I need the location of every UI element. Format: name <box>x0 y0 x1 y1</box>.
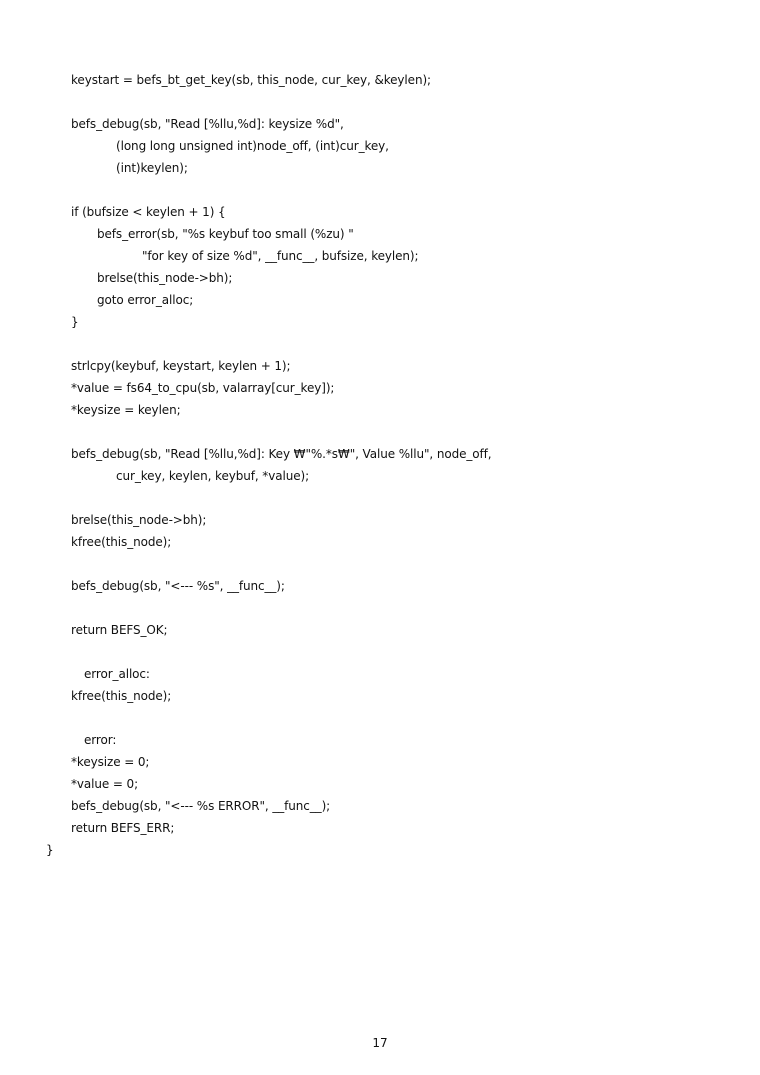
code-line: befs_error(sb, "%s keybuf too small (%zu) " <box>97 227 354 241</box>
code-line: *value = fs64_to_cpu(sb, valarray[cur_key]); <box>71 381 335 395</box>
code-line: error_alloc: <box>84 667 150 681</box>
code-line: *value = 0; <box>71 777 139 791</box>
code-line: befs_debug(sb, "Read [%llu,%d]: Key ₩"%.*s₩", Value %llu", node_off, <box>71 447 492 461</box>
code-line: (long long unsigned int)node_off, (int)cur_key, <box>116 139 389 153</box>
code-line: (int)keylen); <box>116 161 188 175</box>
code-line: "for key of size %d", __func__, bufsize, keylen); <box>142 249 419 263</box>
code-line: befs_debug(sb, "<--- %s", __func__); <box>71 579 285 593</box>
code-line: *keysize = keylen; <box>71 403 181 417</box>
page-number: 17 <box>372 1036 388 1050</box>
code-line: *keysize = 0; <box>71 755 150 769</box>
code-line: } <box>71 315 79 329</box>
code-line: befs_debug(sb, "Read [%llu,%d]: keysize %d", <box>71 117 344 131</box>
code-line: brelse(this_node->bh); <box>97 271 233 285</box>
code-line: kfree(this_node); <box>71 535 172 549</box>
code-line: goto error_alloc; <box>97 293 194 307</box>
code-line: brelse(this_node->bh); <box>71 513 207 527</box>
code-line: error: <box>84 733 117 747</box>
code-line: strlcpy(keybuf, keystart, keylen + 1); <box>71 359 291 373</box>
code-line: return BEFS_ERR; <box>71 821 175 835</box>
code-line: return BEFS_OK; <box>71 623 168 637</box>
code-line: kfree(this_node); <box>71 689 172 703</box>
code-line: befs_debug(sb, "<--- %s ERROR", __func__); <box>71 799 331 813</box>
code-line: keystart = befs_bt_get_key(sb, this_node, cur_key, &keylen); <box>71 73 431 87</box>
code-line: if (bufsize < keylen + 1) { <box>71 205 226 219</box>
code-line: } <box>46 843 54 857</box>
code-line: cur_key, keylen, keybuf, *value); <box>116 469 310 483</box>
